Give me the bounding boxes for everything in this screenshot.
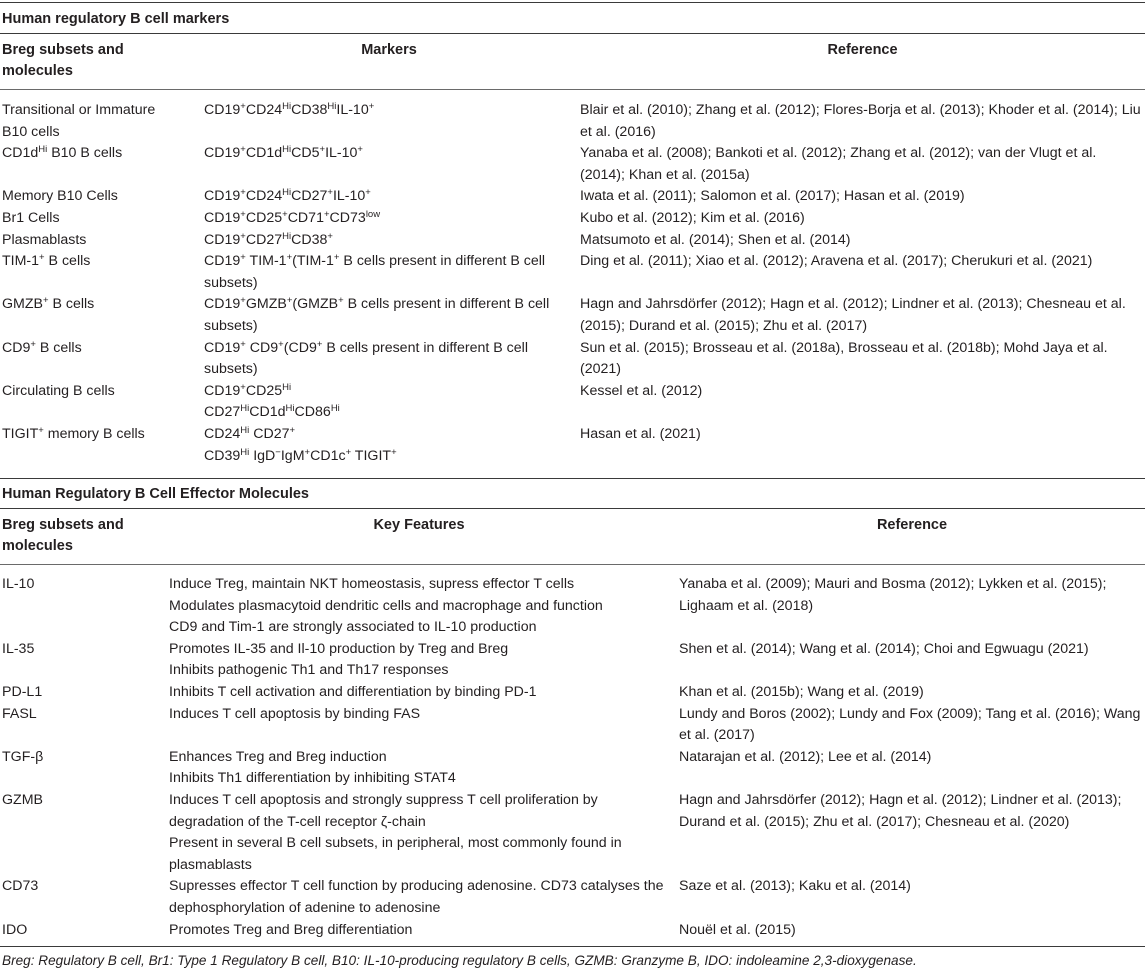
subset-cell [2, 230, 197, 252]
text-segment: CD24 [245, 102, 283, 118]
feature-line: Inhibits Th1 differentiation by inhibiting STAT4 [169, 770, 456, 787]
text-segment: CD27 [245, 231, 283, 248]
superscript: Hi [282, 101, 292, 112]
reference-cell: Saze et al. (2013); Kaku et al. (2014) [679, 878, 911, 895]
feature-line: Induces T cell apoptosis and strongly suppress T cell proliferation by degradation of the T-cell receptor ζ-chain [169, 792, 598, 830]
superscript: + [323, 209, 330, 220]
text-segment: CD19 [204, 210, 241, 226]
text-segment: Transitional or Immature [2, 102, 156, 118]
text-segment: B cells [44, 253, 91, 270]
top-rule [0, 2, 1145, 3]
features-cell [169, 682, 669, 704]
text-segment: CD86 [294, 404, 331, 421]
text-segment: CD19 [204, 382, 241, 399]
features-cell [169, 747, 669, 790]
text-segment: IL-10 [336, 102, 369, 118]
text-segment: IgD [249, 447, 276, 464]
features-cell [169, 920, 669, 942]
text-segment: CD19 [204, 339, 241, 356]
text-segment: memory B cells [43, 426, 145, 442]
text-segment: B cells [35, 339, 82, 356]
text-segment: IL-10 [325, 145, 358, 162]
table2-header-reference: Reference [876, 517, 948, 533]
table2-top-rule [0, 478, 1145, 479]
reference-cell: Ding et al. (2011); Xiao et al. (2012); Aravena et al. (2017); Cherukuri et al. (2021) [580, 253, 1093, 270]
feature-line: Induces T cell apoptosis by binding FAS [169, 705, 421, 722]
superscript: + [240, 209, 246, 220]
text-segment: CD24 [245, 188, 283, 205]
text-segment: Circulating B cells [2, 382, 115, 399]
markers-cell [204, 294, 574, 337]
text-segment: TIM-1 [245, 253, 287, 270]
text-segment: GMZB [245, 296, 287, 313]
superscript: + [327, 187, 333, 199]
feature-line: Modulates plasmacytoid dendritic cells and macrophage and function [169, 597, 603, 614]
superscript: + [240, 295, 246, 307]
molecule-cell: TGF-β [2, 748, 44, 765]
feature-line: Present in several B cell subsets, in peripheral, most commonly found in plasmablasts [169, 835, 622, 873]
superscript: + [30, 338, 36, 350]
text-segment: CD5 [291, 145, 320, 162]
features-cell [169, 574, 669, 639]
text-segment: IgM [280, 447, 305, 464]
superscript: + [304, 446, 311, 458]
molecule-cell: IL-35 [2, 640, 35, 657]
text-segment: CD24 [204, 426, 241, 442]
superscript: Hi [240, 446, 250, 458]
text-segment: IL-10 [332, 188, 366, 205]
text-segment: CD25 [245, 382, 283, 399]
molecule-cell: FASL [2, 705, 37, 722]
markers-cell [204, 230, 574, 252]
table1-header-markers: Markers [361, 42, 417, 58]
superscript: + [240, 338, 246, 350]
feature-line: Induce Treg, maintain NKT homeostasis, supress effector T cells [169, 576, 575, 592]
superscript: + [39, 252, 45, 264]
subset-cell [2, 100, 197, 143]
text-segment: CD39 [204, 447, 241, 464]
superscript: + [282, 209, 288, 220]
feature-line: Inhibits T cell activation and differentiation by binding PD-1 [169, 684, 537, 700]
reference-cell: Hasan et al. (2021) [580, 426, 701, 442]
features-cell [169, 704, 669, 726]
superscript: Hi [330, 403, 340, 415]
text-segment: CD19 [204, 102, 241, 118]
bottom-rule [0, 946, 1145, 947]
reference-cell: Matsumoto et al. (2014); Shen et al. (2014) [580, 231, 851, 248]
subset-cell [2, 381, 197, 403]
text-segment: CD71 [287, 210, 324, 226]
reference-cell: Hagn and Jahrsdörfer (2012); Hagn et al. (2012); Lindner et al. (2013); Durand et al. (2015); Zhu et al. (2017); Chesneau et al. (2020) [679, 792, 1122, 830]
text-segment: GMZB [2, 296, 43, 313]
superscript: + [345, 446, 352, 458]
reference-cell: Blair et al. (2010); Zhang et al. (2012); Flores-Borja et al. (2013); Khoder et al. (2014); Liu et al. (2016) [580, 102, 1141, 140]
superscript: + [365, 187, 371, 199]
markers-cell [204, 424, 574, 467]
superscript: + [368, 101, 375, 112]
text-segment: CD1d [2, 145, 39, 162]
text-segment: CD19 [204, 253, 241, 270]
feature-line: Enhances Treg and Breg induction [169, 748, 387, 765]
features-cell [169, 876, 669, 919]
markers-cell [204, 338, 574, 381]
text-segment: CD9 [2, 339, 31, 356]
superscript: low [365, 209, 381, 220]
superscript: + [316, 338, 323, 350]
superscript: + [391, 446, 397, 458]
superscript: − [275, 446, 281, 458]
molecule-cell: PD-L1 [2, 684, 43, 700]
molecule-cell: IL-10 [2, 576, 35, 592]
text-segment: TIM-1 [2, 253, 40, 270]
reference-cell: Kessel et al. (2012) [580, 382, 703, 399]
subset-cell [2, 143, 197, 165]
superscript: Hi [282, 144, 292, 156]
superscript: + [327, 230, 333, 242]
text-segment: CD19 [204, 296, 241, 313]
table1-title: Human regulatory B cell markers [2, 11, 230, 27]
table1-header-subset: Breg subsets and molecules [2, 42, 124, 79]
superscript: Hi [327, 101, 337, 112]
table2-header-subset: Breg subsets and molecules [2, 517, 124, 554]
reference-cell: Lundy and Boros (2002); Lundy and Fox (2009); Tang et al. (2016); Wang et al. (2017) [679, 705, 1141, 744]
features-cell [169, 639, 669, 682]
text-segment: Br1 Cells [2, 210, 60, 226]
table2-header-features: Key Features [373, 517, 465, 533]
text-segment: CD27 [291, 188, 328, 205]
feature-line: Inhibits pathogenic Th1 and Th17 responses [169, 662, 449, 679]
text-segment: CD27 [249, 426, 290, 442]
superscript: + [278, 338, 284, 350]
text-segment: TIGIT [2, 426, 39, 442]
superscript: Hi [282, 230, 292, 242]
text-segment: B10 cells [2, 123, 60, 140]
text-segment: CD1d [249, 404, 286, 421]
table1-header-rule [0, 89, 1145, 90]
table2-header-rule [0, 564, 1145, 565]
text-segment: CD19 [204, 188, 241, 205]
superscript: Hi [240, 403, 250, 415]
reference-cell: Kubo et al. (2012); Kim et al. (2016) [580, 210, 805, 226]
markers-cell [204, 251, 574, 294]
reference-cell: Shen et al. (2014); Wang et al. (2014); Choi and Egwuagu (2021) [679, 640, 1089, 657]
molecule-cell: GZMB [2, 792, 43, 808]
markers-cell [204, 208, 574, 230]
markers-cell [204, 143, 574, 165]
text-segment: CD25 [245, 210, 283, 226]
text-segment: CD19 [204, 231, 241, 248]
footnote: Breg: Regulatory B cell, Br1: Type 1 Regulatory B cell, B10: IL-10-producing regulatory B cells, GZMB: Granzyme B, IDO: indoleamine 2,3-dioxygenase. [2, 953, 917, 968]
reference-cell: Nouël et al. (2015) [679, 921, 796, 938]
superscript: + [38, 425, 44, 436]
text-segment: CD9 [245, 339, 279, 356]
superscript: + [357, 144, 363, 156]
superscript: Hi [282, 187, 292, 199]
text-segment: (GMZB [292, 296, 339, 313]
reference-cell: Yanaba et al. (2008); Bankoti et al. (2012); Zhang et al. (2012); van der Vlugt et al. (2014); Khan et al. (2015a) [580, 145, 1097, 183]
markers-cell [204, 100, 574, 122]
superscript: Hi [38, 144, 48, 156]
feature-line: Supresses effector T cell function by producing adenosine. CD73 catalyses the dephosphorylation of adenine to adenosine [169, 878, 664, 916]
text-segment: B cells present in different B cell subsets) [204, 339, 528, 378]
text-segment: B10 B cells [47, 145, 123, 162]
features-cell [169, 790, 669, 876]
text-segment: B cells [48, 296, 95, 313]
superscript: Hi [285, 403, 295, 415]
text-segment: CD38 [291, 102, 328, 118]
text-segment: Memory B10 Cells [2, 188, 118, 205]
reference-cell: Yanaba et al. (2009); Mauri and Bosma (2012); Lykken et al. (2015); Lighaam et al. (2018) [679, 576, 1107, 614]
superscript: + [240, 252, 246, 264]
text-segment: TIGIT [351, 447, 392, 464]
reference-cell: Hagn and Jahrsdörfer (2012); Hagn et al. (2012); Lindner et al. (2013); Chesneau et al. (2015); Durand et al. (2015); Zhu et al. (2017) [580, 296, 1126, 334]
superscript: + [286, 252, 293, 264]
text-segment: (CD9 [283, 339, 317, 356]
table1-header-reference: Reference [827, 42, 898, 58]
feature-line: CD9 and Tim-1 are strongly associated to IL-10 production [169, 619, 537, 636]
reference-cell: Khan et al. (2015b); Wang et al. (2019) [679, 684, 924, 700]
superscript: + [319, 144, 326, 156]
superscript: + [240, 144, 246, 156]
feature-line: Promotes Treg and Breg differentiation [169, 921, 413, 938]
text-segment: CD19 [204, 145, 241, 162]
subset-cell [2, 338, 197, 360]
feature-line: Promotes IL-35 and Il-10 production by Treg and Breg [169, 640, 509, 657]
reference-cell: Natarajan et al. (2012); Lee et al. (2014) [679, 748, 932, 765]
superscript: Hi [240, 425, 250, 436]
subset-cell [2, 186, 197, 208]
text-segment: CD38 [291, 231, 328, 248]
superscript: + [240, 381, 246, 393]
superscript: + [289, 425, 296, 436]
superscript: + [286, 295, 293, 307]
text-segment: CD1d [245, 145, 283, 162]
table2-title: Human Regulatory B Cell Effector Molecules [2, 486, 309, 502]
text-segment: B cells present in different B cell subsets) [204, 296, 550, 334]
molecule-cell: CD73 [2, 878, 39, 895]
table1-title-rule [0, 33, 1145, 34]
superscript: + [240, 230, 246, 242]
reference-cell: Sun et al. (2015); Brosseau et al. (2018a), Brosseau et al. (2018b); Mohd Jaya et al. (2021) [580, 339, 1108, 378]
text-segment: CD27 [204, 404, 241, 421]
subset-cell [2, 251, 197, 273]
text-segment: CD73 [329, 210, 366, 226]
text-segment: (TIM-1 [292, 253, 334, 270]
markers-cell [204, 381, 574, 424]
superscript: Hi [282, 381, 292, 393]
subset-cell [2, 294, 197, 316]
superscript: + [240, 101, 246, 112]
text-segment: B cells present in different B cell subsets) [204, 253, 546, 291]
superscript: + [338, 295, 344, 307]
reference-cell: Iwata et al. (2011); Salomon et al. (2017); Hasan et al. (2019) [580, 188, 965, 205]
text-segment: Plasmablasts [2, 231, 87, 248]
table2-title-rule [0, 508, 1145, 509]
molecule-cell: IDO [2, 921, 28, 938]
superscript: + [240, 187, 246, 199]
subset-cell [2, 208, 197, 230]
superscript: + [333, 252, 340, 264]
markers-cell [204, 186, 574, 208]
superscript: + [42, 295, 49, 307]
subset-cell [2, 424, 197, 446]
text-segment: CD1c [310, 447, 346, 464]
